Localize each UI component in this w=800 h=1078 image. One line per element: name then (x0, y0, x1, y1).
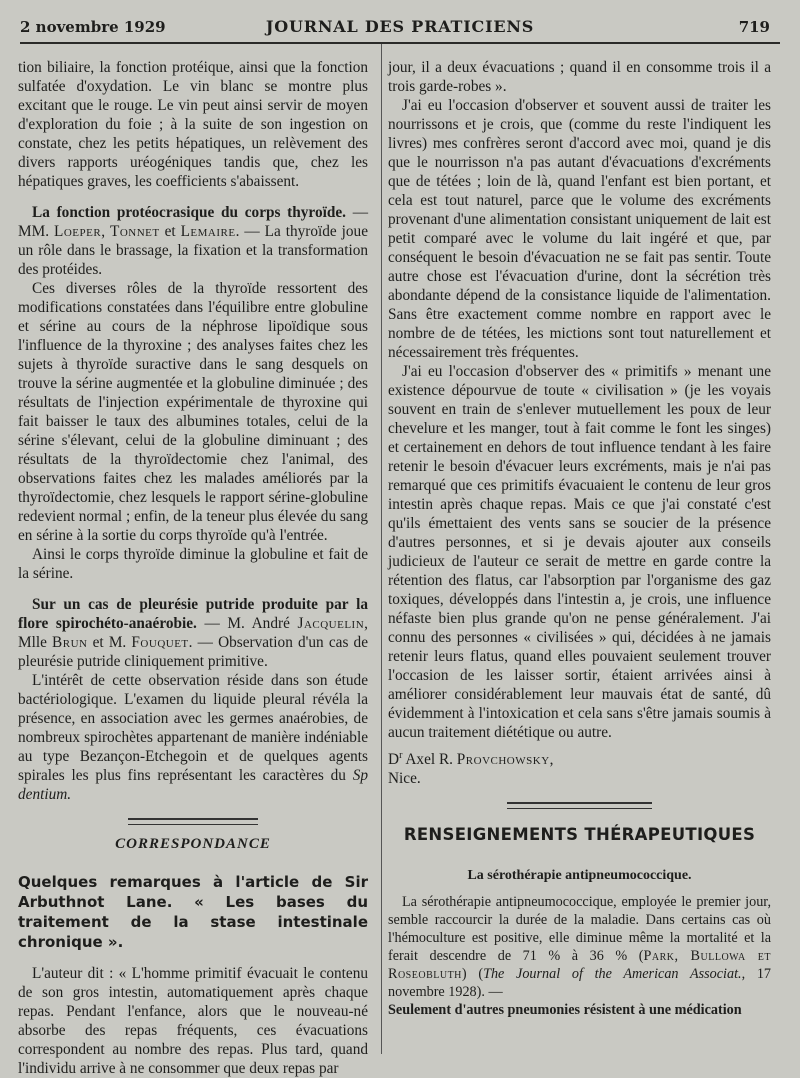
section-rule (128, 818, 258, 825)
text-fragment: D (388, 751, 400, 769)
paragraph-pleuresie-intro (18, 595, 368, 671)
paragraph-pleuresie-body (18, 671, 368, 804)
column-divider (381, 44, 382, 1054)
header-date: 2 novembre 1929 (20, 18, 166, 36)
text-fragment: , Mlle (18, 615, 368, 651)
left-column (18, 58, 368, 1078)
text-fragment: L'intérêt de cette observation réside dans son étude bactériologique. L'examen du liquide pleural révéla la présence, en association avec les germes anaérobies, de nombreux spirochètes appartenant de manière indéniable au type Bezançon-Etchegoin et de quelques agents spirales les plus fins représentant les caractères du (18, 672, 368, 784)
pleuresie-article-title: Sur un cas de pleurésie putride produite par la flore spirochéto-anaérobie. (18, 596, 368, 632)
text-fragment: , (101, 223, 110, 240)
author-tonnet: Tonnet (109, 223, 160, 240)
thyroid-article-title: La fonction protéocrasique du corps thyroïde. (32, 204, 346, 221)
paragraph-nourrissons: J'ai eu l'occasion d'observer et souvent aussi de traiter les nourrissons et je crois, que (comme du reste l'indiquent les livres) mes confrères seront d'accord avec moi, quand je dis que le nourrisson n'a pas autant d'évacuations d'excréments que de tétées ; loin de là, quand l'enfant est bien portant, et cela est tout naturel, parce que le volume des excréments provenant d'une alimentation consistant uniquement de lait est petit comparé avec le volume du lait ingéré et que, par conséquent le besoin d'évacuation ne se fait pas sentir. Toute autre chose est l'évacuation d'urine, dont la sécrétion très abondante dépend de la consistance liquide de l'alimentation. Sans être exactement comme nombre en rapport avec le nombre de de tétées, les mictions sont tout naturellement et nécessairement très fréquentes. (388, 97, 771, 361)
therapeutic-section-heading: RENSEIGNEMENTS THÉRAPEUTIQUES (403, 825, 756, 845)
author-lemaire: Lemaire (180, 223, 236, 240)
paragraph-primitifs: J'ai eu l'occasion d'observer des « primitifs » menant une existence dépourvue de toute « civilisation » (je les voyais souvent en train de s'enlever mutuellement les poux de leur chevelure et les manger, tout à fait comme le font les singes) et certainement en dehors de tout influence tendant à les faire retenir le besoin d'évacuer leurs excréments, mais je n'ai pas remarqué que ces primitifs évacuaient le contenu de leur gros intestin après chaque repas. Mais ce que j'ai constaté c'est qu'ils émettaient des vents sans se soucier de la présence d'autres personnes, et si je devais ajouter aux conseils judicieux de l'auteur ce serait de mettre en garde contre la rétention des flatus, car l'absorption par l'organisme des gaz toxiques, développés dans l'intestin a, je crois, une influence néfaste bien plus grande qu'on ne pense généralement. J'ai connu des personnes « civilisées » qui, décidées à ne jamais retenir leurs flatus, quand elles pouvaient seulement trouver l'occasion de les laisser sortir, étaient arrivées ainsi à améliorer considérablement leur mauvais état de santé, dû évidemment à l'intoxication et cela sans s'être jamais soumis à aucun traitement diététique ou autre. (388, 363, 771, 741)
text-fragment: r (399, 750, 403, 761)
text-fragment: , 17 novembre 1928). — (388, 966, 772, 1001)
paragraph-wine: tion biliaire, la fonction protéique, ainsi que la fonction sulfatée d'oxydation. Le vin blanc se montre plus excitant que le rouge. Le vin peut ainsi servir de moyen d'exploration du foie ; à la suite de son ingestion on constate, chez les petits hépatiques, un relèvement des divers rapports uréogéniques tandis que, chez les hépatiques graves, les coefficients s'abaissent. (18, 59, 368, 190)
header-rule (20, 42, 780, 44)
header-journal-title: JOURNAL DES PRATICIENS (265, 17, 535, 36)
correspondance-heading: CORRESPONDANCE (115, 836, 271, 852)
page-header (0, 14, 800, 40)
paragraph-quote-end: jour, il a deux évacuations ; quand il en consomme trois il a trois garde-robes ». (388, 59, 771, 95)
signature-city: Nice. (388, 770, 421, 788)
signature-surname: Provchowsky (456, 751, 550, 769)
paragraph-thyroid-roles: Ces diverses rôles de la thyroïde ressortent des modifications constatées dans l'équilibre entre globuline et sérine au cours de la néphrose lipoïdique sous l'influence de la thyroxine ; des analyses faites chez les sujets à thyroïde suractive dans le sang desquels on trouve la sérine augmentée et la globuline diminuée ; des résultats de l'injection expérimentale de thyroxine qui fait baisser le taux des albumines totales, celui de la sérine s'élevant, celui de la globuline diminuant ; des résultats de la thyroïdectomie chez l'animal, des observations faites chez les malades améliorés par la thyroïdectomie, chez lesquels le rapport sérine-globuline redevient normal ; enfin, de la teneur plus élevée du sang en sérine à la sortie du corps thyroïde qu'à l'entrée. (18, 280, 368, 544)
correspondance-article-title: Quelques remarques à l'article de Sir Arbuthnot Lane. « Les bases du traitement de la stase intestinale chronique ». (18, 873, 368, 951)
paragraph-serotherapy (388, 893, 771, 1001)
right-column (388, 58, 771, 1019)
author-loeper: Loeper (54, 223, 102, 240)
text-fragment: — M. André (196, 615, 298, 632)
paragraph-thyroid-conclusion: Ainsi le corps thyroïde diminue la globuline et fait de la sérine. (18, 546, 368, 582)
text-fragment: ) ( (461, 966, 484, 983)
text-fragment: . — Observation d'un cas de pleurésie putride cliniquement primitive. (18, 634, 368, 670)
author-brun: Brun (52, 634, 88, 651)
text-fragment: — MM. (18, 204, 368, 240)
author-signature (388, 746, 771, 769)
text-fragment: La sérothérapie antipneumococcique, employée le premier jour, semble raccourcir la durée de la maladie. Dans certains cas où l'hémoculture est positive, elle diminue même la mortalité et la ferait descendre de 71 % à 36 % ( (388, 894, 771, 965)
paragraph-thyroid-intro (18, 203, 368, 279)
paragraph-author-quote: L'auteur dit : « L'homme primitif évacuait le contenu de son gros intestin, automatiquement après chaque repas. Pendant l'enfance, alors que le nouveau-né absorbe des repas fréquents, ces évacuations correspondent au nombre des repas. Plus tard, quand l'individu arrive à ne consommer que deux repas par (18, 965, 368, 1077)
header-page-number: 719 (738, 18, 770, 36)
author-jacquelin: Jacquelin (297, 615, 365, 632)
text-fragment: Axel R. (402, 751, 457, 769)
paragraph-last-line: Seulement d'autres pneumonies résistent à une médication (388, 1002, 742, 1019)
species-name: Sp dentium. (18, 767, 368, 803)
text-fragment: . — La thyroïde joue un rôle dans le brassage, la fixation et la transformation des protéides. (18, 223, 368, 278)
serotherapy-subheading: La sérothérapie antipneumococcique. (467, 868, 692, 884)
section-rule (507, 802, 652, 809)
author-fouquet: Fouquet (131, 634, 189, 651)
text-fragment: , (549, 751, 554, 769)
serotherapy-authors: Park, Bullowa et Roseobluth (388, 948, 771, 983)
text-fragment: et (159, 223, 181, 240)
text-fragment: et M. (87, 634, 132, 651)
journal-reference: The Journal of the American Associat. (483, 966, 742, 983)
